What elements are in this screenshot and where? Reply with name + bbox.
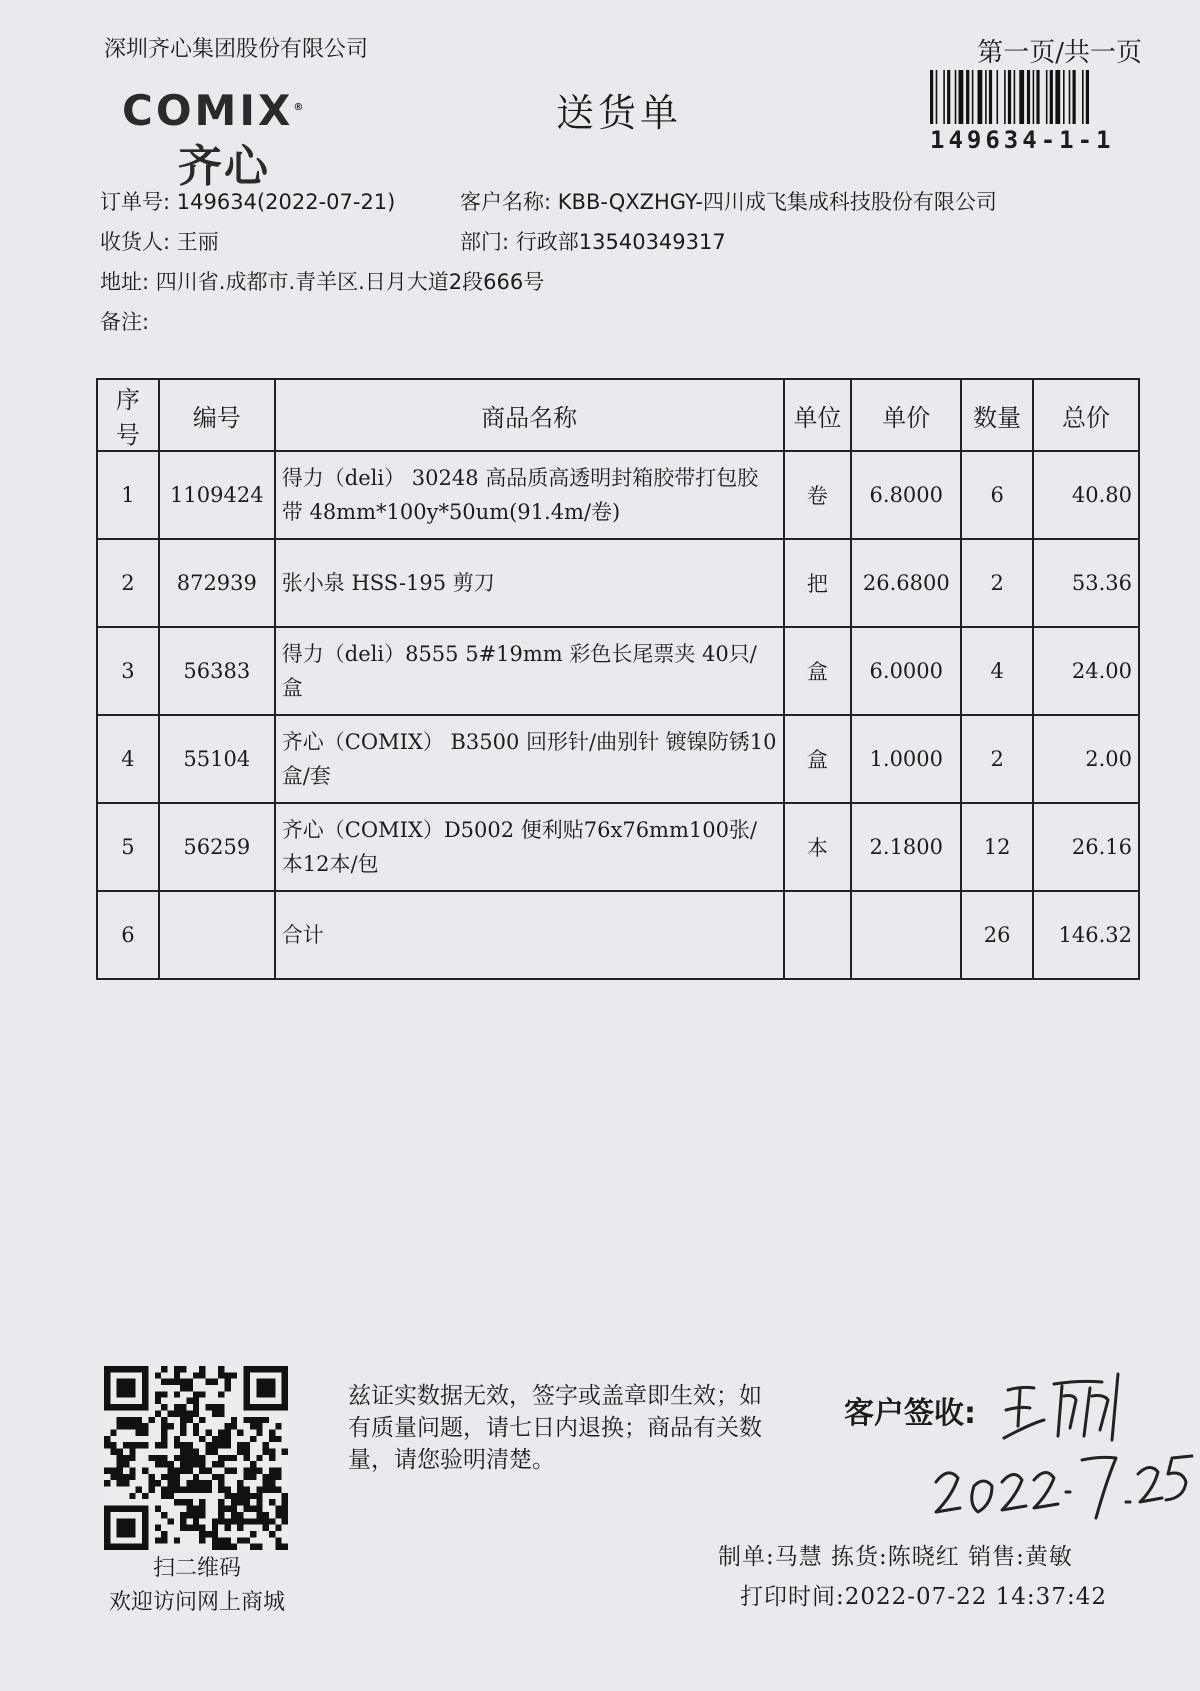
cell-seq: 5	[97, 803, 159, 891]
remark-line	[100, 306, 149, 336]
order-number-label: 订单号:	[100, 190, 171, 214]
col-qty: 数量	[961, 379, 1033, 451]
qr-code-icon[interactable]	[104, 1366, 288, 1550]
customer-label: 客户名称:	[460, 190, 552, 214]
cell-qty: 4	[961, 627, 1033, 715]
address: 四川省.成都市.青羊区.日月大道2段666号	[155, 270, 545, 294]
qr-caption	[92, 1552, 302, 1620]
department-label: 部门:	[460, 230, 510, 254]
cell-total: 53.36	[1033, 539, 1139, 627]
staff-info: 制单:马慧 拣货:陈晓红 销售:黄敏	[718, 1544, 1073, 1570]
print-time: 打印时间:2022-07-22 14:37:42	[740, 1584, 1107, 1610]
cell-seq: 3	[97, 627, 159, 715]
notice-text: 兹证实数据无效，签字或盖章即生效；如有质量问题，请七日内退换；商品有关数量，请您验明清楚。	[348, 1383, 762, 1473]
col-unit: 单位	[784, 379, 852, 451]
table-row	[97, 715, 1139, 803]
cell-qty: 12	[961, 803, 1033, 891]
col-price: 单价	[851, 379, 961, 451]
receiver-label: 收货人:	[100, 230, 171, 254]
cell-name: 得力（deli）8555 5#19mm 彩色长尾票夹 40只/盒	[275, 627, 784, 715]
cell-unit: 盒	[784, 715, 852, 803]
address-label: 地址:	[100, 270, 150, 294]
logo-english: COMIX®	[122, 86, 307, 135]
col-name: 商品名称	[275, 379, 784, 451]
comix-logo	[122, 86, 362, 192]
cell-unit: 本	[784, 803, 852, 891]
cell-seq: 4	[97, 715, 159, 803]
cell-name: 齐心（COMIX）D5002 便利贴76x76mm100张/本12本/包	[275, 803, 784, 891]
table-row	[97, 539, 1139, 627]
cell-code: 56383	[159, 627, 275, 715]
col-code: 编号	[159, 379, 275, 451]
receiver-line	[100, 226, 219, 256]
barcode-number: 149634-1-1	[930, 126, 1115, 154]
order-number: 149634(2022-07-21)	[176, 190, 396, 214]
cell-qty: 2	[961, 539, 1033, 627]
customer-name: KBB-QXZHGY-四川成飞集成科技股份有限公司	[557, 190, 997, 214]
col-total: 总价	[1033, 379, 1139, 451]
department-line	[460, 226, 726, 256]
cell-price: 2.1800	[851, 803, 961, 891]
cell-name: 合计	[275, 891, 784, 979]
table-total-row	[97, 891, 1139, 979]
cell-unit: 把	[784, 539, 852, 627]
cell-seq: 2	[97, 539, 159, 627]
cell-code: 56259	[159, 803, 275, 891]
page-indicator: 第一页/共一页	[977, 38, 1142, 68]
address-line	[100, 266, 544, 296]
cell-seq: 1	[97, 451, 159, 539]
company-name: 深圳齐心集团股份有限公司	[104, 37, 369, 62]
cell-unit: 卷	[784, 451, 852, 539]
cell-qty: 6	[961, 451, 1033, 539]
cell-unit	[784, 891, 852, 979]
cell-price: 26.6800	[851, 539, 961, 627]
department: 行政部13540349317	[515, 230, 726, 254]
cell-price: 1.0000	[851, 715, 961, 803]
qr-caption-line-1: 扫二维码	[152, 1556, 241, 1581]
table-row	[97, 627, 1139, 715]
items-table	[96, 378, 1140, 980]
receiver-name: 王丽	[176, 230, 219, 254]
table-row	[97, 451, 1139, 539]
cell-price: 6.0000	[851, 627, 961, 715]
cell-name: 得力（deli） 30248 高品质高透明封箱胶带打包胶带 48mm*100y*50um(91.4m/卷)	[275, 451, 784, 539]
customer-sign-label: 客户签收:	[844, 1396, 976, 1431]
remark-label: 备注:	[100, 310, 150, 334]
cell-code: 872939	[159, 539, 275, 627]
cell-unit: 盒	[784, 627, 852, 715]
cell-price	[851, 891, 961, 979]
customer-line	[460, 186, 997, 216]
cell-code: 1109424	[159, 451, 275, 539]
cell-total: 40.80	[1033, 451, 1139, 539]
cell-code: 55104	[159, 715, 275, 803]
cell-total: 146.32	[1033, 891, 1139, 979]
cell-total: 24.00	[1033, 627, 1139, 715]
cell-qty: 26	[961, 891, 1033, 979]
cell-seq: 6	[97, 891, 159, 979]
col-seq: 序号	[97, 379, 159, 451]
cell-name: 张小泉 HSS-195 剪刀	[275, 539, 784, 627]
document-title: 送货单	[556, 91, 683, 135]
handwritten-signature	[1000, 1366, 1140, 1450]
cell-price: 6.8000	[851, 451, 961, 539]
cell-qty: 2	[961, 715, 1033, 803]
cell-total: 2.00	[1033, 715, 1139, 803]
logo-chinese: 齐心	[178, 141, 270, 192]
cell-code	[159, 891, 275, 979]
cell-name: 齐心（COMIX） B3500 回形针/曲别针 镀镍防锈10盒/套	[275, 715, 784, 803]
order-number-line	[100, 186, 395, 216]
table-header-row	[97, 379, 1139, 451]
barcode	[930, 70, 1146, 124]
qr-caption-line-2: 欢迎访问网上商城	[108, 1590, 285, 1615]
handwritten-date	[930, 1452, 1200, 1532]
table-row	[97, 803, 1139, 891]
cell-total: 26.16	[1033, 803, 1139, 891]
